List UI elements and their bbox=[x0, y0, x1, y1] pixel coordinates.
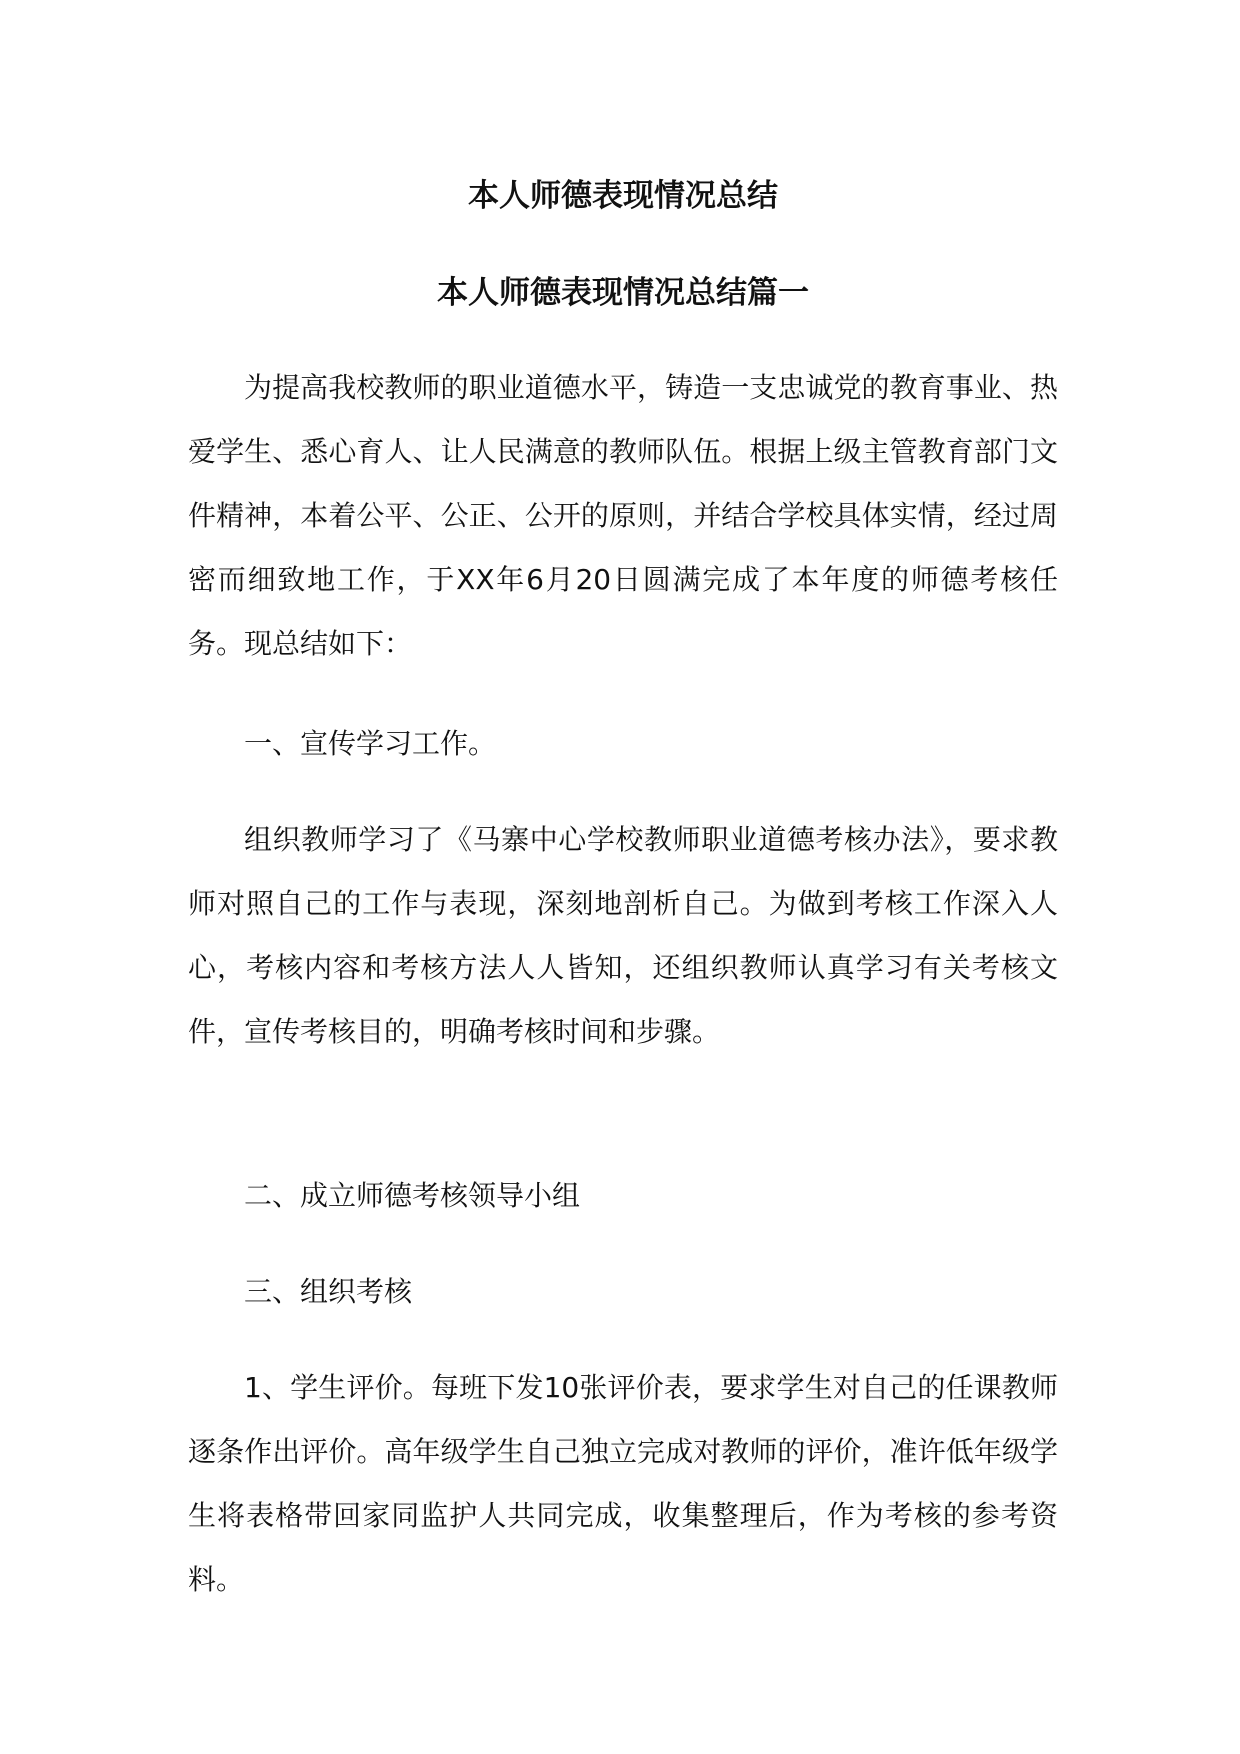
paragraph-intro: 为提高我校教师的职业道德水平，铸造一支忠诚党的教育事业、热爱学生、悉心育人、让人民满意的教师队伍。根据上级主管教育部门文件精神，本着公平、公正、公开的原则，并结合学校具体实情，经过周密而细致地工作，于XX年6月20日圆满完成了本年度的师德考核任务。现总结如下： bbox=[188, 371, 1058, 660]
document-subtitle: 本人师德表现情况总结篇一 bbox=[437, 275, 809, 311]
section-heading-3: 三、组织考核 bbox=[244, 1275, 413, 1308]
section-heading-2: 二、成立师德考核领导小组 bbox=[244, 1179, 581, 1212]
paragraph-study: 组织教师学习了《马寨中心学校教师职业道德考核办法》，要求教师对照自己的工作与表现，深刻地剖析自己。为做到考核工作深入人心，考核内容和考核方法人人皆知，还组织教师认真学习有关考核文件，宣传考核目的，明确考核时间和步骤。 bbox=[188, 823, 1058, 1048]
section-heading-1: 一、宣传学习工作。 bbox=[244, 727, 497, 760]
document-title: 本人师德表现情况总结 bbox=[468, 178, 778, 214]
paragraph-student-evaluation: 1、学生评价。每班下发10张评价表，要求学生对自己的任课教师逐条作出评价。高年级学生自己独立完成对教师的评价，准许低年级学生将表格带回家同监护人共同完成，收集整理后，作为考核的参考资料。 bbox=[188, 1371, 1058, 1596]
